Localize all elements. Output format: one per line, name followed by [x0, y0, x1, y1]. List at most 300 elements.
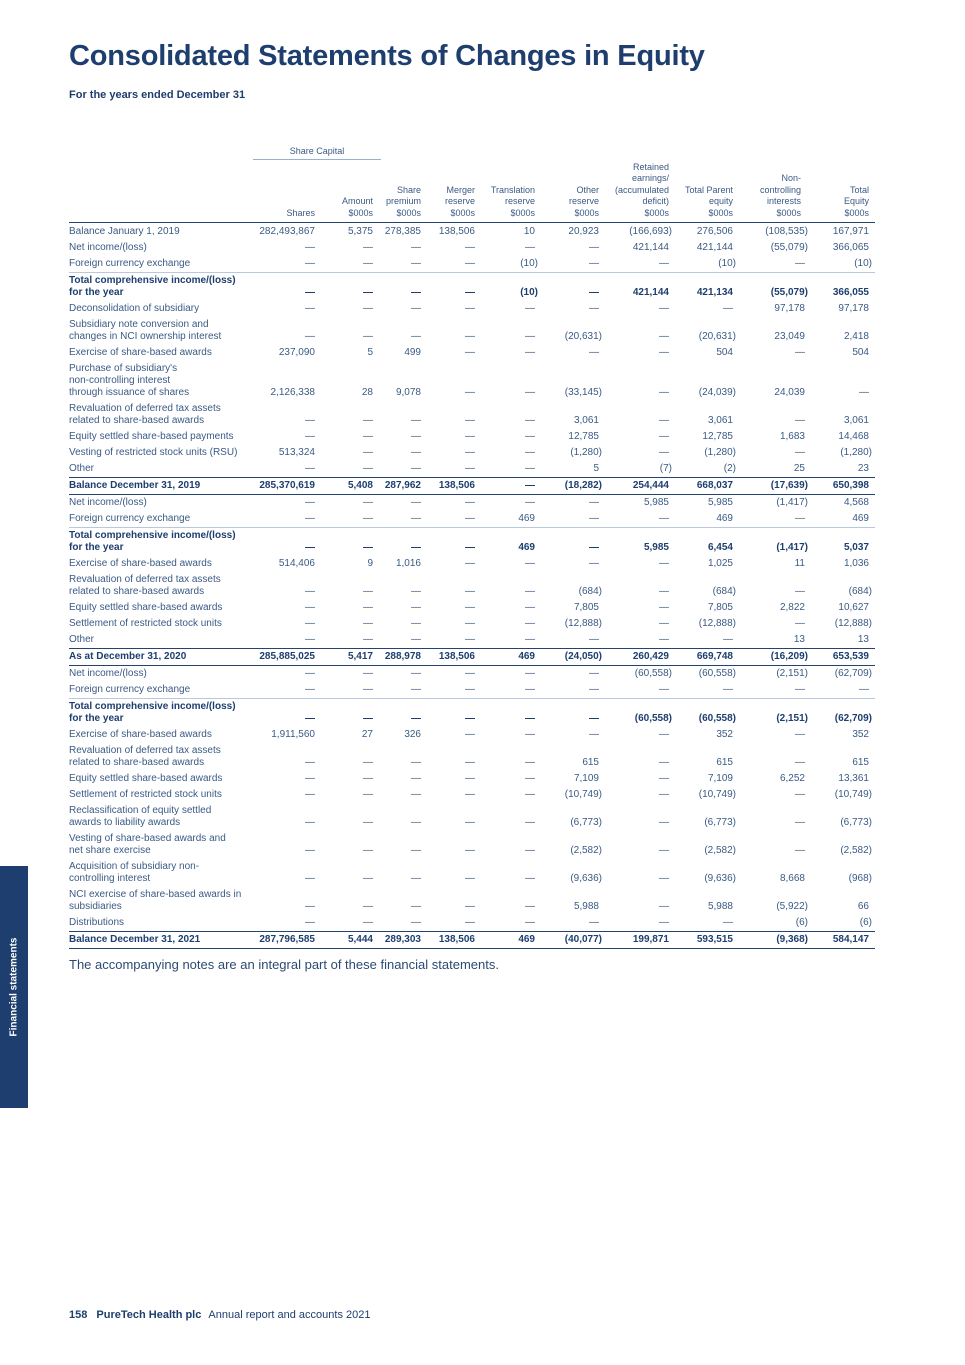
cell-shares: —: [305, 463, 315, 474]
cell-premium: —: [411, 447, 421, 458]
footer-company: PureTech Health plc: [96, 1309, 202, 1321]
cell-amount: —: [363, 287, 373, 298]
cell-merger: —: [465, 447, 475, 458]
cell-amount: 5,408: [347, 480, 373, 491]
column-header-line: $000s: [510, 207, 535, 218]
cell-amount: —: [363, 901, 373, 912]
cell-amount: —: [363, 684, 373, 695]
cell-retained: —: [659, 817, 669, 828]
row-label-line: through issuance of shares: [69, 387, 190, 398]
cell-merger: —: [465, 845, 475, 856]
cell-amount: —: [363, 917, 373, 928]
row-label: [69, 347, 259, 359]
cell-parent: 276,506: [696, 226, 733, 237]
cell-shares: —: [305, 845, 315, 856]
cell-retained: —: [659, 789, 669, 800]
table-row: [69, 361, 875, 401]
cell-premium: —: [411, 873, 421, 884]
cell-translation: —: [525, 789, 535, 800]
cell-other: —: [589, 917, 599, 928]
cell-parent: 352: [716, 729, 733, 740]
cell-amount: —: [363, 586, 373, 597]
column-header-line: reserve: [504, 196, 535, 206]
cell-translation: —: [525, 480, 535, 491]
cell-translation: (10): [520, 287, 538, 298]
cell-amount: —: [363, 602, 373, 613]
cell-retained: —: [659, 558, 669, 569]
cell-other: (33,145): [564, 387, 602, 398]
row-label: [69, 745, 259, 769]
cell-total: 352: [852, 729, 869, 740]
table-row: [69, 682, 875, 698]
cell-shares: —: [305, 789, 315, 800]
column-header-line: $000s: [450, 207, 475, 218]
cell-translation: —: [525, 602, 535, 613]
table-row: [69, 616, 875, 632]
cell-parent: 7,805: [707, 602, 733, 613]
cell-merger: —: [465, 873, 475, 884]
table-row: [69, 445, 875, 461]
cell-total: 584,147: [832, 934, 869, 945]
cell-premium: —: [411, 634, 421, 645]
row-label: [69, 303, 259, 315]
cell-amount: —: [363, 303, 373, 314]
cell-parent: 1,025: [707, 558, 733, 569]
cell-nci: (6): [795, 917, 808, 928]
column-header-line: reserve: [444, 196, 475, 206]
cell-amount: 5: [367, 347, 373, 358]
cell-other: —: [589, 287, 599, 298]
cell-shares: 514,406: [278, 558, 315, 569]
cell-total: 167,971: [832, 226, 869, 237]
row-label: [69, 729, 259, 741]
cell-parent: 669,748: [696, 651, 733, 662]
cell-translation: —: [525, 387, 535, 398]
cell-total: 653,539: [832, 651, 869, 662]
cell-shares: —: [305, 901, 315, 912]
cell-nci: 8,668: [779, 873, 805, 884]
cell-parent: —: [723, 917, 733, 928]
cell-merger: —: [465, 242, 475, 253]
column-header-parent: [685, 185, 733, 220]
cell-merger: 138,506: [438, 480, 475, 491]
cell-retained: —: [659, 387, 669, 398]
cell-other: 5: [593, 463, 599, 474]
cell-retained: 254,444: [632, 480, 669, 491]
cell-total: (10,749): [834, 789, 872, 800]
cell-shares: —: [305, 303, 315, 314]
cell-translation: —: [525, 634, 535, 645]
cell-translation: —: [525, 668, 535, 679]
cell-nci: (1,417): [776, 497, 808, 508]
cell-nci: 24,039: [774, 387, 805, 398]
cell-shares: —: [305, 542, 315, 553]
table-row: [69, 648, 875, 666]
cell-retained: —: [659, 757, 669, 768]
column-header-line: (accumulated: [614, 184, 669, 195]
row-label-line: for the year: [69, 542, 124, 553]
cell-amount: —: [363, 873, 373, 884]
cell-translation: —: [525, 817, 535, 828]
cell-shares: 285,370,619: [259, 480, 315, 491]
cell-parent: (1,280): [704, 447, 736, 458]
cell-premium: —: [411, 513, 421, 524]
column-header-line: Share: [396, 184, 421, 195]
cell-amount: 5,444: [347, 934, 373, 945]
cell-nci: (1,417): [776, 542, 808, 553]
cell-parent: —: [723, 634, 733, 645]
cell-shares: —: [305, 618, 315, 629]
cell-amount: —: [363, 845, 373, 856]
cell-shares: —: [305, 757, 315, 768]
cell-other: —: [589, 713, 599, 724]
cell-merger: —: [465, 497, 475, 508]
row-label: [69, 242, 259, 254]
cell-translation: —: [525, 347, 535, 358]
row-label-line: Acquisition of subsidiary non-: [69, 861, 200, 872]
row-label-line: Exercise of share-based awards: [69, 347, 212, 358]
cell-premium: —: [411, 303, 421, 314]
cell-nci: —: [795, 684, 805, 695]
table-row: [69, 771, 875, 787]
table-row: [69, 931, 875, 949]
cell-premium: —: [411, 713, 421, 724]
cell-parent: (684): [712, 586, 736, 597]
cell-merger: —: [465, 817, 475, 828]
cell-merger: —: [465, 618, 475, 629]
cell-amount: —: [363, 713, 373, 724]
row-label-line: Net income/(loss): [69, 242, 147, 253]
cell-premium: —: [411, 258, 421, 269]
column-header-line: interests: [766, 196, 801, 206]
cell-total: 3,061: [843, 415, 869, 426]
column-header-merger: [445, 185, 475, 220]
cell-parent: 615: [716, 757, 733, 768]
cell-total: (62,709): [834, 668, 872, 679]
cell-retained: 199,871: [632, 934, 669, 945]
cell-translation: —: [525, 729, 535, 740]
row-label-line: for the year: [69, 287, 124, 298]
cell-retained: (60,558): [634, 668, 672, 679]
cell-retained: —: [659, 415, 669, 426]
cell-total: 504: [852, 347, 869, 358]
cell-other: 7,109: [573, 773, 599, 784]
cell-nci: (9,368): [776, 934, 808, 945]
cell-other: (9,636): [570, 873, 602, 884]
cell-premium: —: [411, 668, 421, 679]
cell-retained: —: [659, 331, 669, 342]
cell-merger: —: [465, 258, 475, 269]
cell-retained: 421,144: [632, 287, 669, 298]
cell-other: (1,280): [570, 447, 602, 458]
cell-other: (20,631): [564, 331, 602, 342]
cell-amount: —: [363, 668, 373, 679]
row-label: [69, 463, 259, 475]
page-subtitle: For the years ended December 31: [69, 89, 246, 101]
cell-amount: —: [363, 513, 373, 524]
cell-premium: —: [411, 287, 421, 298]
cell-amount: —: [363, 542, 373, 553]
cell-translation: —: [525, 757, 535, 768]
cell-shares: —: [305, 586, 315, 597]
cell-total: 66: [857, 901, 869, 912]
cell-amount: —: [363, 773, 373, 784]
cell-translation: —: [525, 447, 535, 458]
cell-premium: —: [411, 242, 421, 253]
cell-parent: (60,558): [698, 668, 736, 679]
cell-retained: 5,985: [643, 542, 669, 553]
cell-total: 13,361: [838, 773, 869, 784]
table-row: [69, 698, 875, 727]
cell-translation: 469: [518, 513, 535, 524]
cell-amount: —: [363, 789, 373, 800]
cell-shares: —: [305, 668, 315, 679]
cell-translation: 469: [518, 934, 535, 945]
cell-nci: —: [795, 845, 805, 856]
cell-nci: (5,922): [776, 901, 808, 912]
cell-translation: 469: [518, 651, 535, 662]
row-label-line: Foreign currency exchange: [69, 684, 191, 695]
row-label: [69, 917, 259, 929]
row-label: [69, 618, 259, 630]
column-header-line: $000s: [574, 207, 599, 218]
cell-merger: 138,506: [438, 934, 475, 945]
cell-nci: —: [795, 789, 805, 800]
cell-total: 615: [852, 757, 869, 768]
cell-other: 615: [582, 757, 599, 768]
table-row: [69, 429, 875, 445]
cell-nci: 2,822: [779, 602, 805, 613]
row-label: [69, 805, 259, 829]
cell-translation: (10): [520, 258, 538, 269]
row-label-line: Revaluation of deferred tax assets: [69, 403, 221, 414]
cell-merger: —: [465, 789, 475, 800]
row-label-line: Equity settled share-based awards: [69, 602, 223, 613]
cell-parent: (9,636): [704, 873, 736, 884]
cell-total: 13: [857, 634, 869, 645]
cell-amount: 5,417: [347, 651, 373, 662]
cell-translation: —: [525, 497, 535, 508]
cell-translation: —: [525, 463, 535, 474]
row-label-line: Purchase of subsidiary's: [69, 363, 178, 374]
column-header-line: Amount: [341, 196, 373, 206]
cell-parent: 7,109: [707, 773, 733, 784]
cell-amount: —: [363, 618, 373, 629]
column-header-amount: [342, 196, 373, 219]
table-row: [69, 317, 875, 345]
column-header-retained: [615, 162, 669, 220]
row-label: [69, 447, 259, 459]
cell-translation: 10: [523, 226, 535, 237]
cell-other: (12,888): [564, 618, 602, 629]
cell-shares: 237,090: [278, 347, 315, 358]
cell-other: 7,805: [573, 602, 599, 613]
cell-premium: —: [411, 901, 421, 912]
cell-merger: 138,506: [438, 226, 475, 237]
cell-other: 12,785: [568, 431, 599, 442]
cell-total: (12,888): [834, 618, 872, 629]
cell-total: 14,468: [838, 431, 869, 442]
cell-premium: —: [411, 773, 421, 784]
row-label-line: Settlement of restricted stock units: [69, 789, 222, 800]
row-label: [69, 651, 259, 663]
table-row: [69, 803, 875, 831]
row-label: [69, 431, 259, 443]
column-header-line: $000s: [776, 207, 801, 218]
cell-shares: 1,911,560: [271, 729, 315, 740]
row-label: [69, 558, 259, 570]
cell-parent: (12,888): [698, 618, 736, 629]
cell-parent: (10,749): [698, 789, 736, 800]
cell-retained: 260,429: [632, 651, 669, 662]
table-row: [69, 727, 875, 743]
cell-parent: —: [723, 303, 733, 314]
row-label: [69, 668, 259, 680]
row-label-line: Foreign currency exchange: [69, 513, 191, 524]
cell-merger: —: [465, 513, 475, 524]
cell-premium: —: [411, 542, 421, 553]
cell-amount: —: [363, 431, 373, 442]
cell-shares: 285,885,025: [259, 651, 315, 662]
cell-merger: —: [465, 757, 475, 768]
column-header-line: $000s: [348, 207, 373, 218]
row-label-line: related to share-based awards: [69, 757, 205, 768]
cell-premium: —: [411, 463, 421, 474]
cell-premium: —: [411, 789, 421, 800]
cell-shares: 287,796,585: [259, 934, 315, 945]
cell-parent: 6,454: [707, 542, 733, 553]
row-label: [69, 226, 259, 238]
cell-premium: —: [411, 618, 421, 629]
row-label-line: net share exercise: [69, 845, 151, 856]
cell-parent: (6,773): [704, 817, 736, 828]
row-label: [69, 574, 259, 598]
row-label: [69, 789, 259, 801]
row-label-line: Settlement of restricted stock units: [69, 618, 222, 629]
cell-other: —: [589, 497, 599, 508]
column-header-line: reserve: [568, 196, 599, 206]
cell-retained: —: [659, 258, 669, 269]
cell-total: 10,627: [838, 602, 869, 613]
row-label: [69, 513, 259, 525]
cell-shares: —: [305, 917, 315, 928]
cell-other: —: [589, 634, 599, 645]
cell-shares: —: [305, 431, 315, 442]
row-label: [69, 634, 259, 646]
cell-nci: (16,209): [770, 651, 808, 662]
cell-merger: —: [465, 668, 475, 679]
cell-parent: (10): [718, 258, 736, 269]
table-row: [69, 632, 875, 648]
row-label-line: controlling interest: [69, 873, 151, 884]
cell-merger: —: [465, 303, 475, 314]
page-number: 158: [69, 1309, 88, 1321]
cell-total: 469: [852, 513, 869, 524]
cell-shares: —: [305, 513, 315, 524]
cell-shares: —: [305, 713, 315, 724]
row-label-line: changes in NCI ownership interest: [69, 331, 222, 342]
cell-nci: (55,079): [770, 242, 808, 253]
column-header-other: [569, 185, 599, 220]
row-label-line: Equity settled share-based awards: [69, 773, 223, 784]
page-footer: [69, 1309, 370, 1321]
column-header-line: $000s: [644, 207, 669, 218]
column-header-line: Equity: [843, 196, 869, 206]
row-label-line: Other: [69, 463, 95, 474]
cell-merger: —: [465, 901, 475, 912]
cell-other: (2,582): [570, 845, 602, 856]
cell-other: —: [589, 513, 599, 524]
cell-premium: —: [411, 431, 421, 442]
table-row: [69, 511, 875, 527]
cell-parent: (60,558): [698, 713, 736, 724]
cell-total: 4,568: [843, 497, 869, 508]
cell-total: (6): [859, 917, 872, 928]
table-row: [69, 495, 875, 511]
cell-amount: 5,375: [347, 226, 373, 237]
cell-premium: —: [411, 845, 421, 856]
cell-merger: —: [465, 415, 475, 426]
table-row: [69, 915, 875, 931]
cell-premium: —: [411, 817, 421, 828]
column-header-line: Merger: [446, 184, 475, 195]
cell-shares: 513,324: [278, 447, 315, 458]
cell-translation: —: [525, 242, 535, 253]
side-tab-label: Financial statements: [8, 937, 20, 1037]
cell-total: 650,398: [832, 480, 869, 491]
cell-nci: (55,079): [770, 287, 808, 298]
cell-nci: (2,151): [776, 668, 808, 679]
row-label-line: Exercise of share-based awards: [69, 729, 212, 740]
footnote: The accompanying notes are an integral part of these financial statements.: [69, 957, 499, 972]
row-label-line: subsidiaries: [69, 901, 122, 912]
cell-nci: —: [795, 618, 805, 629]
row-label-line: Balance December 31, 2019: [69, 480, 201, 491]
cell-shares: —: [305, 331, 315, 342]
cell-translation: —: [525, 618, 535, 629]
table-row: [69, 859, 875, 887]
cell-nci: 23,049: [774, 331, 805, 342]
cell-other: (18,282): [564, 480, 602, 491]
table-row: [69, 572, 875, 600]
row-label-line: related to share-based awards: [69, 415, 205, 426]
cell-translation: —: [525, 713, 535, 724]
table-row: [69, 240, 875, 256]
cell-retained: —: [659, 845, 669, 856]
row-label-line: for the year: [69, 713, 124, 724]
footer-report: Annual report and accounts 2021: [208, 1309, 371, 1321]
cell-parent: (2): [723, 463, 736, 474]
cell-merger: —: [465, 558, 475, 569]
cell-shares: —: [305, 415, 315, 426]
cell-premium: 1,016: [395, 558, 421, 569]
cell-retained: (166,693): [629, 226, 672, 237]
cell-retained: —: [659, 729, 669, 740]
cell-shares: —: [305, 497, 315, 508]
cell-premium: —: [411, 497, 421, 508]
table-row: [69, 345, 875, 361]
cell-translation: —: [525, 303, 535, 314]
cell-merger: —: [465, 773, 475, 784]
row-label: [69, 684, 259, 696]
cell-total: 366,065: [832, 242, 869, 253]
cell-shares: —: [305, 287, 315, 298]
section-side-tab[interactable]: [0, 866, 28, 1108]
cell-amount: 27: [361, 729, 373, 740]
cell-other: (684): [578, 586, 602, 597]
table-row: [69, 256, 875, 272]
cell-merger: —: [465, 347, 475, 358]
